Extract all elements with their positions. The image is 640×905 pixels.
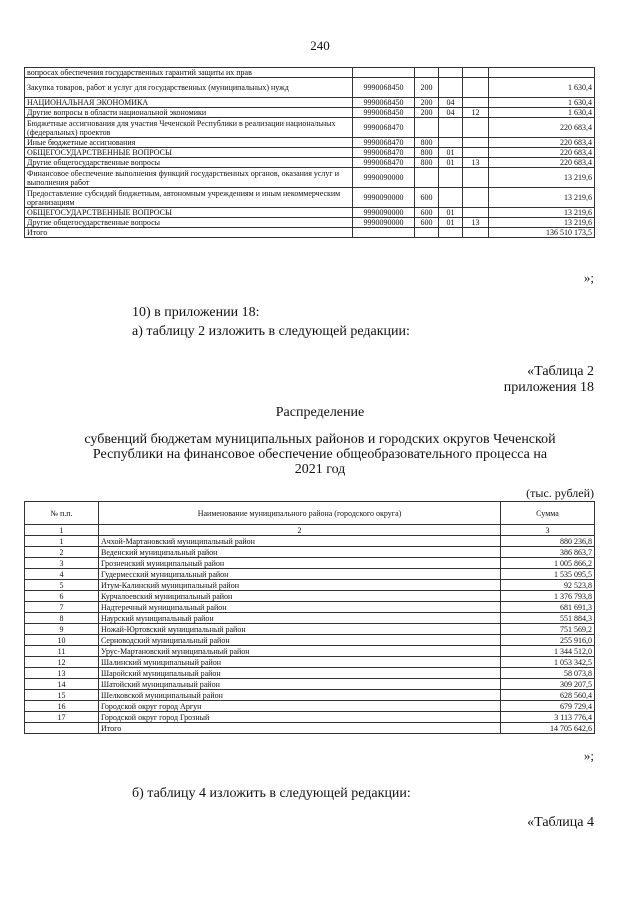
row-name: Надтеречный муниципальный район xyxy=(99,602,501,613)
row-code: 9990068470 xyxy=(353,148,415,158)
row-name: Наурский муниципальный район xyxy=(99,613,501,624)
table-row xyxy=(25,98,595,108)
row-rz xyxy=(439,168,463,188)
row-rz xyxy=(439,68,463,78)
row-vr xyxy=(415,118,439,138)
item-10-text: 10) в приложении 18: xyxy=(132,305,260,320)
row-name: Итого xyxy=(99,723,501,734)
row-number: 3 xyxy=(25,558,99,569)
appendix-18-label: приложения 18 xyxy=(503,380,594,395)
table-row xyxy=(25,635,595,646)
table-row xyxy=(25,690,595,701)
row-pr xyxy=(463,98,489,108)
table-row xyxy=(25,580,595,591)
header-sum: Сумма xyxy=(501,502,595,525)
table-row xyxy=(25,228,595,238)
row-number: 17 xyxy=(25,712,99,723)
row-pr xyxy=(463,208,489,218)
row-sum: 751 569,2 xyxy=(501,624,595,635)
row-name: Шалинский муниципальный район xyxy=(99,657,501,668)
row-name: Городской округ город Аргун xyxy=(99,701,501,712)
row-name: Другие общегосударственные вопросы xyxy=(25,218,353,228)
col-number-3: 3 xyxy=(501,525,595,536)
table-row xyxy=(25,108,595,118)
table-row xyxy=(25,536,595,547)
row-sum: 13 219,6 xyxy=(489,208,595,218)
row-sum: 880 236,8 xyxy=(501,536,595,547)
row-name: Другие вопросы в области национальной экономики xyxy=(25,108,353,118)
closing-quote-1: »; xyxy=(583,270,594,285)
table-row xyxy=(25,118,595,138)
row-rz xyxy=(439,78,463,98)
row-sum: 13 219,6 xyxy=(489,168,595,188)
row-sum: 1 630,4 xyxy=(489,78,595,98)
table-row xyxy=(25,624,595,635)
row-code xyxy=(353,68,415,78)
row-sum: 1 344 512,0 xyxy=(501,646,595,657)
row-sum: 136 510 173,5 xyxy=(489,228,595,238)
row-name: ОБЩЕГОСУДАРСТВЕННЫЕ ВОПРОСЫ xyxy=(25,148,353,158)
row-vr: 600 xyxy=(415,188,439,208)
row-sum: 1 005 866,2 xyxy=(501,558,595,569)
row-code: 9990090000 xyxy=(353,168,415,188)
row-number: 11 xyxy=(25,646,99,657)
row-number: 16 xyxy=(25,701,99,712)
row-number: 1 xyxy=(25,536,99,547)
row-sum: 220 683,4 xyxy=(489,138,595,148)
row-name: НАЦИОНАЛЬНАЯ ЭКОНОМИКА xyxy=(25,98,353,108)
row-sum: 13 219,6 xyxy=(489,188,595,208)
row-sum: 1 535 095,5 xyxy=(501,569,595,580)
row-vr: 200 xyxy=(415,98,439,108)
header-num: № п.п. xyxy=(25,502,99,525)
row-sum: 386 863,7 xyxy=(501,547,595,558)
distribution-table xyxy=(24,501,595,734)
table-row xyxy=(25,668,595,679)
row-number: 6 xyxy=(25,591,99,602)
row-pr xyxy=(463,228,489,238)
row-number: 2 xyxy=(25,547,99,558)
table-row xyxy=(25,712,595,723)
page-number: 240 xyxy=(310,38,330,53)
row-number: 10 xyxy=(25,635,99,646)
table-row xyxy=(25,68,595,78)
row-sum: 92 523,8 xyxy=(501,580,595,591)
row-vr: 200 xyxy=(415,78,439,98)
row-vr: 800 xyxy=(415,138,439,148)
row-pr xyxy=(463,168,489,188)
row-pr: 12 xyxy=(463,108,489,118)
row-code: 9990090000 xyxy=(353,188,415,208)
col-number-2: 2 xyxy=(99,525,501,536)
row-name: Ножай-Юртовский муниципальный район xyxy=(99,624,501,635)
row-pr: 13 xyxy=(463,158,489,168)
row-number: 7 xyxy=(25,602,99,613)
row-number: 9 xyxy=(25,624,99,635)
row-number: 14 xyxy=(25,679,99,690)
row-code xyxy=(353,228,415,238)
row-rz xyxy=(439,138,463,148)
row-sum: 681 691,3 xyxy=(501,602,595,613)
row-sum: 220 683,4 xyxy=(489,148,595,158)
row-pr xyxy=(463,118,489,138)
row-sum: 1 053 342,5 xyxy=(501,657,595,668)
row-vr: 800 xyxy=(415,158,439,168)
row-sum: 1 630,4 xyxy=(489,108,595,118)
row-name: Ачхой-Мартановский муниципальный район xyxy=(99,536,501,547)
row-number: 15 xyxy=(25,690,99,701)
table-row xyxy=(25,188,595,208)
row-name: Финансовое обеспечение выполнения функций государственных органов, оказания услуг и выполнения работ xyxy=(25,168,353,188)
row-rz xyxy=(439,118,463,138)
item-b-text: б) таблицу 4 изложить в следующей редакции: xyxy=(132,786,411,801)
row-code: 9990068470 xyxy=(353,138,415,148)
row-vr xyxy=(415,228,439,238)
table-2-label: «Таблица 2 xyxy=(527,364,594,379)
table-row xyxy=(25,613,595,624)
row-code: 9990068450 xyxy=(353,98,415,108)
row-sum: 14 705 642,6 xyxy=(501,723,595,734)
row-vr xyxy=(415,68,439,78)
row-sum: 679 729,4 xyxy=(501,701,595,712)
row-rz: 01 xyxy=(439,158,463,168)
row-name: Курчалоевский муниципальный район xyxy=(99,591,501,602)
row-name: ОБЩЕГОСУДАРСТВЕННЫЕ ВОПРОСЫ xyxy=(25,208,353,218)
row-name: Городской округ город Грозный xyxy=(99,712,501,723)
document-heading: Распределение xyxy=(275,405,365,420)
row-pr xyxy=(463,188,489,208)
table-header-row xyxy=(25,502,595,525)
row-name: Иные бюджетные ассигнования xyxy=(25,138,353,148)
column-number-row xyxy=(25,525,595,536)
row-name: Шаройский муниципальный район xyxy=(99,668,501,679)
row-sum: 255 916,0 xyxy=(501,635,595,646)
row-rz: 01 xyxy=(439,218,463,228)
table-row xyxy=(25,657,595,668)
table-row xyxy=(25,78,595,98)
table-row xyxy=(25,701,595,712)
row-vr: 600 xyxy=(415,218,439,228)
row-pr xyxy=(463,148,489,158)
row-vr: 600 xyxy=(415,208,439,218)
row-code: 9990068470 xyxy=(353,118,415,138)
row-sum: 3 113 776,4 xyxy=(501,712,595,723)
row-sum: 58 073,8 xyxy=(501,668,595,679)
row-pr: 13 xyxy=(463,218,489,228)
row-rz: 04 xyxy=(439,98,463,108)
row-code: 9990090000 xyxy=(353,208,415,218)
row-code: 9990068450 xyxy=(353,78,415,98)
row-number: 8 xyxy=(25,613,99,624)
row-sum: 13 219,6 xyxy=(489,218,595,228)
row-name: Закупка товаров, работ и услуг для государственных (муниципальных) нужд xyxy=(25,78,353,98)
row-name: Шелковской муниципальный район xyxy=(99,690,501,701)
row-sum: 220 683,4 xyxy=(489,158,595,168)
row-rz: 01 xyxy=(439,208,463,218)
table-row xyxy=(25,158,595,168)
row-vr xyxy=(415,168,439,188)
row-number xyxy=(25,723,99,734)
row-name: Предоставление субсидий бюджетным, автономным учреждениям и иным некоммерческим организациям xyxy=(25,188,353,208)
row-sum: 1 630,4 xyxy=(489,98,595,108)
closing-quote-2: »; xyxy=(583,748,594,763)
row-sum: 551 884,3 xyxy=(501,613,595,624)
row-code: 9990068450 xyxy=(353,108,415,118)
row-sum: 1 376 793,8 xyxy=(501,591,595,602)
table-row xyxy=(25,547,595,558)
item-a-text: а) таблицу 2 изложить в следующей редакции: xyxy=(132,324,410,339)
row-rz xyxy=(439,228,463,238)
row-number: 4 xyxy=(25,569,99,580)
row-name: вопросах обеспечения государственных гарантий защиты их прав xyxy=(25,68,353,78)
row-sum: 220 683,4 xyxy=(489,118,595,138)
row-pr xyxy=(463,68,489,78)
row-vr: 200 xyxy=(415,108,439,118)
budget-table xyxy=(24,67,595,238)
row-name: Гудермесский муниципальный район xyxy=(99,569,501,580)
row-pr xyxy=(463,138,489,148)
row-rz: 04 xyxy=(439,108,463,118)
row-name: Грозненский муниципальный район xyxy=(99,558,501,569)
table-row xyxy=(25,602,595,613)
header-name: Наименование муниципального района (городского округа) xyxy=(99,502,501,525)
table-row xyxy=(25,168,595,188)
table-row xyxy=(25,218,595,228)
table-row xyxy=(25,138,595,148)
row-name: Итого xyxy=(25,228,353,238)
row-name: Урус-Мартановский муниципальный район xyxy=(99,646,501,657)
row-name: Веденский муниципальный район xyxy=(99,547,501,558)
table-row xyxy=(25,679,595,690)
row-name: Серноводский муниципальный район xyxy=(99,635,501,646)
table-row xyxy=(25,723,595,734)
table-2-reference xyxy=(504,364,594,396)
row-name: Другие общегосударственные вопросы xyxy=(25,158,353,168)
row-rz: 01 xyxy=(439,148,463,158)
table-row xyxy=(25,558,595,569)
col-number-1: 1 xyxy=(25,525,99,536)
row-sum xyxy=(489,68,595,78)
row-number: 13 xyxy=(25,668,99,679)
table-row xyxy=(25,148,595,158)
table-row xyxy=(25,569,595,580)
row-name: Итум-Калинский муниципальный район xyxy=(99,580,501,591)
table-4-reference: «Таблица 4 xyxy=(527,815,594,830)
row-name: Шатойский муниципальный район xyxy=(99,679,501,690)
table-row xyxy=(25,591,595,602)
row-rz xyxy=(439,188,463,208)
row-name: Бюджетные ассигнования для участия Чеченской Республики в реализации национальных (федеральных) проектов xyxy=(25,118,353,138)
row-sum: 628 560,4 xyxy=(501,690,595,701)
document-subheading: субвенций бюджетам муниципальных районов и городских округов Чеченской Республики на финансовое обеспечение общеобразовательного процесса на 2021 год xyxy=(84,432,556,477)
row-number: 12 xyxy=(25,657,99,668)
table-row xyxy=(25,646,595,657)
row-pr xyxy=(463,78,489,98)
row-code: 9990090000 xyxy=(353,218,415,228)
units-label: (тыс. рублей) xyxy=(526,486,594,500)
row-number: 5 xyxy=(25,580,99,591)
row-vr: 800 xyxy=(415,148,439,158)
row-code: 9990068470 xyxy=(353,158,415,168)
row-sum: 309 207,5 xyxy=(501,679,595,690)
table-row xyxy=(25,208,595,218)
